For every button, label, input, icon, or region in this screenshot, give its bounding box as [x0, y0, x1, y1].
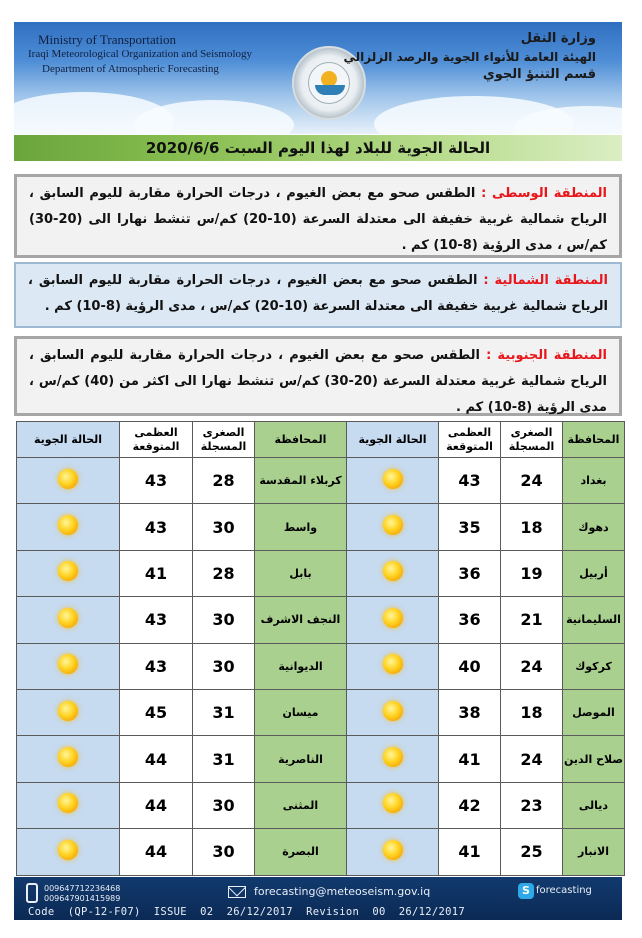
sun-icon — [383, 793, 403, 813]
table-row — [17, 458, 625, 504]
department-name-ar: قسم التنبؤ الجوي — [482, 67, 596, 82]
table-header-row — [17, 422, 625, 458]
province-cell: ديالى — [563, 782, 625, 828]
sun-icon — [58, 469, 78, 489]
weather-cell — [347, 458, 439, 504]
min-temp-cell: 30 — [193, 643, 255, 689]
temperature-table — [16, 421, 625, 876]
province-cell: المثنى — [255, 782, 347, 828]
min-temp-cell: 30 — [193, 782, 255, 828]
table-row — [17, 736, 625, 782]
max-temp-cell: 44 — [120, 736, 193, 782]
province-cell: كركوك — [563, 643, 625, 689]
min-temp-cell: 23 — [501, 782, 563, 828]
header-english — [28, 32, 252, 77]
weather-cell — [17, 643, 120, 689]
region-forecast: الطقس صحو مع بعض الغيوم ، درجات الحرارة مقاربة لليوم السابق ، الرياح شمالية غربية خفيفة الى معتدلة السرعة (10-20) كم/س ، مدى الرؤية (8-10) كم . — [28, 273, 608, 314]
sun-icon — [58, 701, 78, 721]
province-cell: كربلاء المقدسة — [255, 458, 347, 504]
sun-icon — [58, 793, 78, 813]
weather-cell — [17, 597, 120, 643]
min-temp-cell: 25 — [501, 829, 563, 875]
sun-icon — [383, 469, 403, 489]
max-temp-cell: 41 — [439, 829, 501, 875]
region-south — [14, 336, 622, 416]
table-row — [17, 597, 625, 643]
header-banner — [14, 22, 622, 134]
weather-cell — [347, 597, 439, 643]
min-temp-cell: 18 — [501, 504, 563, 550]
phone-numbers — [44, 884, 120, 904]
min-temp-cell: 24 — [501, 458, 563, 504]
min-temp-cell: 30 — [193, 504, 255, 550]
min-temp-cell: 31 — [193, 689, 255, 735]
sun-icon — [383, 515, 403, 535]
province-cell: السليمانية — [563, 597, 625, 643]
organization-name-en: Iraqi Meteorological Organization and Seismology — [28, 48, 253, 60]
page-title: الحالة الجوية للبلاد لهذا اليوم السبت 2020/6/6 — [14, 135, 622, 161]
header-weather: الحالة الجوية — [17, 422, 120, 458]
document-code: Code (QP-12-F07) ISSUE 02 26/12/2017 Revision 00 26/12/2017 — [28, 906, 466, 918]
province-cell: الموصل — [563, 689, 625, 735]
weather-cell — [17, 550, 120, 596]
header-arabic — [344, 30, 596, 84]
header-max: العظمى المتوقعة — [120, 422, 193, 458]
header-province: المحافظة — [255, 422, 347, 458]
weather-cell — [347, 829, 439, 875]
sun-icon — [58, 747, 78, 767]
header-province: المحافظة — [563, 422, 625, 458]
min-temp-cell: 21 — [501, 597, 563, 643]
weather-cell — [347, 550, 439, 596]
weather-cell — [17, 736, 120, 782]
max-temp-cell: 44 — [120, 829, 193, 875]
min-temp-cell: 28 — [193, 550, 255, 596]
sun-icon — [383, 654, 403, 674]
max-temp-cell: 45 — [120, 689, 193, 735]
table-row — [17, 829, 625, 875]
province-cell: الانبار — [563, 829, 625, 875]
province-cell: بغداد — [563, 458, 625, 504]
min-temp-cell: 31 — [193, 736, 255, 782]
region-forecast: الطقس صحو مع بعض الغيوم ، درجات الحرارة مقاربة لليوم السابق ، الرياح شمالية غربية معتدلة السرعة (20-30) كم/س تنشط نهارا الى اكثر من (40) كم/س ، مدى الرؤية (8-10) كم . — [29, 348, 607, 415]
header-min: الصغرى المسجلة — [193, 422, 255, 458]
max-temp-cell: 43 — [439, 458, 501, 504]
sun-icon — [58, 561, 78, 581]
sun-icon — [383, 840, 403, 860]
weather-cell — [17, 829, 120, 875]
skype-handle[interactable]: forecasting — [536, 885, 592, 896]
weather-cell — [347, 504, 439, 550]
skype-icon: S — [518, 883, 534, 899]
table-row — [17, 643, 625, 689]
region-name: المنطقة الشمالية : — [483, 273, 609, 288]
region-central — [14, 174, 622, 258]
phone-icon — [26, 883, 38, 903]
min-temp-cell: 24 — [501, 736, 563, 782]
weather-cell — [347, 736, 439, 782]
region-north — [14, 262, 622, 328]
min-temp-cell: 30 — [193, 829, 255, 875]
province-cell: الديوانية — [255, 643, 347, 689]
max-temp-cell: 35 — [439, 504, 501, 550]
email-icon — [228, 886, 246, 898]
footer — [14, 877, 622, 920]
max-temp-cell: 43 — [120, 504, 193, 550]
max-temp-cell: 41 — [120, 550, 193, 596]
sun-icon — [58, 840, 78, 860]
min-temp-cell: 18 — [501, 689, 563, 735]
ministry-name-en: Ministry of Transportation — [38, 32, 176, 47]
max-temp-cell: 43 — [120, 643, 193, 689]
table-row — [17, 550, 625, 596]
province-cell: الناصرية — [255, 736, 347, 782]
header-weather: الحالة الجوية — [347, 422, 439, 458]
sun-icon — [58, 608, 78, 628]
sun-icon — [383, 701, 403, 721]
weather-cell — [17, 458, 120, 504]
max-temp-cell: 42 — [439, 782, 501, 828]
province-cell: صلاح الدين — [563, 736, 625, 782]
ministry-name-ar: وزارة النقل — [520, 31, 596, 46]
header-max: العظمى المتوقعة — [439, 422, 501, 458]
weather-cell — [17, 689, 120, 735]
organization-name-ar: الهيئة العامة للأنواء الجوية والرصد الزلزالي — [343, 50, 596, 64]
max-temp-cell: 36 — [439, 597, 501, 643]
min-temp-cell: 28 — [193, 458, 255, 504]
weather-cell — [17, 782, 120, 828]
region-forecast: الطقس صحو مع بعض الغيوم ، درجات الحرارة مقاربة لليوم السابق ، الرياح شمالية غربية خفيفة الى معتدلة السرعة (10-20) كم/س تنشط نهارا الى (20-30) كم/س ، مدى الرؤية (8-10) كم . — [29, 186, 607, 253]
sun-icon — [383, 747, 403, 767]
max-temp-cell: 43 — [120, 458, 193, 504]
max-temp-cell: 38 — [439, 689, 501, 735]
max-temp-cell: 43 — [120, 597, 193, 643]
table-row — [17, 689, 625, 735]
min-temp-cell: 30 — [193, 597, 255, 643]
phone-1: 009647712236468 — [44, 884, 121, 893]
max-temp-cell: 44 — [120, 782, 193, 828]
sun-icon — [58, 654, 78, 674]
province-cell: واسط — [255, 504, 347, 550]
province-cell: البصرة — [255, 829, 347, 875]
table-row — [17, 504, 625, 550]
department-name-en: Department of Atmospheric Forecasting — [42, 63, 219, 75]
sun-icon — [383, 608, 403, 628]
email-address[interactable]: forecasting@meteoseism.gov.iq — [254, 885, 431, 898]
province-cell: دهوك — [563, 504, 625, 550]
max-temp-cell: 40 — [439, 643, 501, 689]
logo-wave-icon — [315, 85, 345, 95]
province-cell: ميسان — [255, 689, 347, 735]
phone-2: 009647901415989 — [44, 894, 121, 903]
table-row — [17, 782, 625, 828]
sun-icon — [383, 561, 403, 581]
min-temp-cell: 24 — [501, 643, 563, 689]
max-temp-cell: 41 — [439, 736, 501, 782]
max-temp-cell: 36 — [439, 550, 501, 596]
region-name: المنطقة الوسطى : — [481, 186, 607, 201]
header-min: الصغرى المسجلة — [501, 422, 563, 458]
sun-icon — [58, 515, 78, 535]
weather-cell — [347, 643, 439, 689]
weather-cell — [347, 689, 439, 735]
province-cell: أربيل — [563, 550, 625, 596]
province-cell: بابل — [255, 550, 347, 596]
province-cell: النجف الاشرف — [255, 597, 347, 643]
weather-cell — [347, 782, 439, 828]
region-name: المنطقة الجنوبية : — [486, 348, 607, 363]
weather-cell — [17, 504, 120, 550]
min-temp-cell: 19 — [501, 550, 563, 596]
